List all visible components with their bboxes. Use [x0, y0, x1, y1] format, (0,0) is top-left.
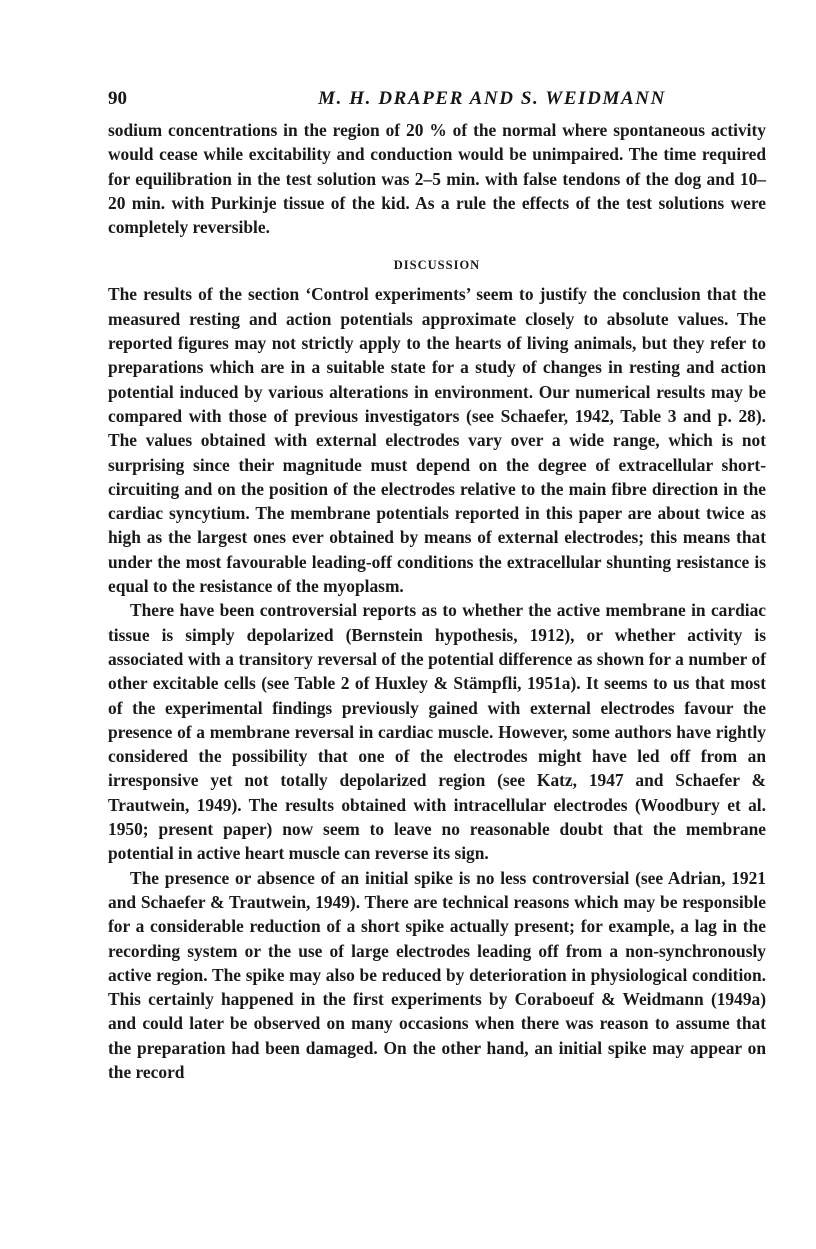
journal-page — [108, 84, 766, 1084]
page-number: 90 — [108, 88, 127, 109]
discussion-paragraph-2: There have been controversial reports as to whether the active membrane in cardiac tissue is simply depolarized (Bernstein hypothesis, 1912), or whether activity is associated with a transitory reversal of the potential difference as shown for a number of other excitable cells (see Table 2 of Huxley & Stämpfli, 1951a). It seems to us that most of the experimental findings previously gained with external electrodes favour the presence of a membrane reversal in cardiac muscle. However, some authors have rightly considered the possibility that one of the electrodes might have led off from an irresponsive yet not totally depolarized region (see Katz, 1947 and Schaefer & Trautwein, 1949). The results obtained with intracellular electrodes (Woodbury et al. 1950; present paper) now seem to leave no reasonable doubt that the membrane potential in active heart muscle can reverse its sign. — [108, 600, 766, 864]
section-heading-discussion: DISCUSSION — [393, 258, 481, 273]
discussion-paragraph-3: The presence or absence of an initial spike is no less controversial (see Adrian, 1921 and Schaefer & Trautwein, 1949). There are technical reasons which may be responsible for a considerable reduction of a short spike actually present; for example, a lag in the recording system or the use of large electrodes leading off from a non-synchronously active region. The spike may also be reduced by deterioration in physiological condition. This certainly happened in the first experiments by Coraboeuf & Weidmann (1949a) and could later be observed on many occasions when there was reason to assume that the preparation had been damaged. On the other hand, an initial spike may appear on the record — [108, 867, 766, 1082]
paragraph-continued: sodium concentrations in the region of 20 % of the normal where spontaneous activity would cease while excitability and conduction would be unimpaired. The time required for equilibration in the test solution was 2–5 min. with false tendons of the dog and 10–20 min. with Purkinje tissue of the kid. As a rule the effects of the test solutions were completely reversible. — [108, 120, 766, 238]
running-head — [108, 84, 766, 114]
running-head-authors: M. H. DRAPER AND S. WEIDMANN — [318, 88, 666, 109]
discussion-paragraph-1: The results of the section ‘Control experiments’ seem to justify the conclusion that the measured resting and action potentials approximate closely to absolute values. The reported figures may not strictly apply to the hearts of living animals, but they refer to preparations which are in a suitable state for a study of changes in resting and action potential induced by various alterations in environment. Our numerical results may be compared with those of previous investigators (see Schaefer, 1942, Table 3 and p. 28). The values obtained with external electrodes vary over a wide range, which is not surprising since their magnitude must depend on the degree of extracellular short-circuiting and on the position of the electrodes relative to the main fibre direction in the cardiac syncytium. The membrane potentials reported in this paper are about twice as high as the largest ones ever obtained by means of external electrodes; this means that under the most favourable leading-off conditions the extracellular shunting resistance is equal to the resistance of the myoplasm. — [108, 284, 766, 597]
